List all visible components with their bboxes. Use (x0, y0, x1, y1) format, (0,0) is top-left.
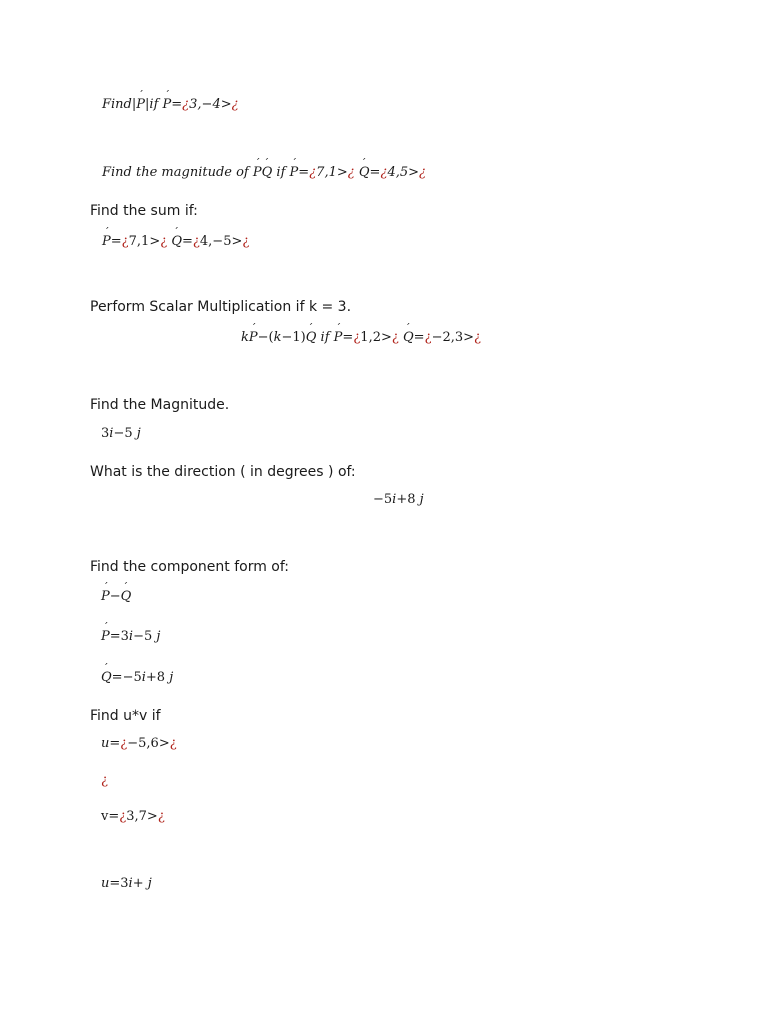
direction-vector: −5i+8 j (373, 492, 424, 507)
scalar-expression: k´ P−(k−1)´ Q if ´ P=¿1,2>¿ ´ Q=¿−2,3>¿ (241, 329, 481, 347)
component-p: ´ P=3i−5 j (101, 628, 160, 646)
vector-u: u=¿−5,6>¿ (101, 736, 177, 751)
heading-component-form: Find the component form of: (90, 559, 290, 575)
heading-direction: What is the direction ( in degrees ) of: (90, 464, 356, 480)
heading-find-magnitude: Find the Magnitude. (90, 397, 230, 413)
component-expression: ´ P−´ Q (101, 588, 131, 606)
heading-dot-product: Find u*v if (90, 708, 161, 724)
problem-1-magnitude: Find|´ P|if ´ P=¿3,−4>¿ (102, 96, 239, 114)
magnitude-vector: 3i−5 j (101, 426, 141, 441)
sum-vectors: ´ P=¿7,1>¿ ´ Q=¿4,−5>¿ (102, 233, 249, 251)
heading-scalar-multiplication: Perform Scalar Multiplication if k = 3. (90, 299, 352, 315)
stray-glyph: ¿ (101, 773, 108, 788)
component-q: ´ Q=−5i+8 j (101, 669, 173, 687)
heading-sum: Find the sum if: (90, 203, 198, 219)
vector-u-unit-form: u=3i+ j (101, 876, 152, 891)
vector-v: v=¿3,7>¿ (101, 809, 165, 824)
problem-2-magnitude-pq: Find the magnitude of ´ P´ Q if ´ P=¿7,1>¿ ´ Q=¿4,5>¿ (102, 164, 426, 182)
